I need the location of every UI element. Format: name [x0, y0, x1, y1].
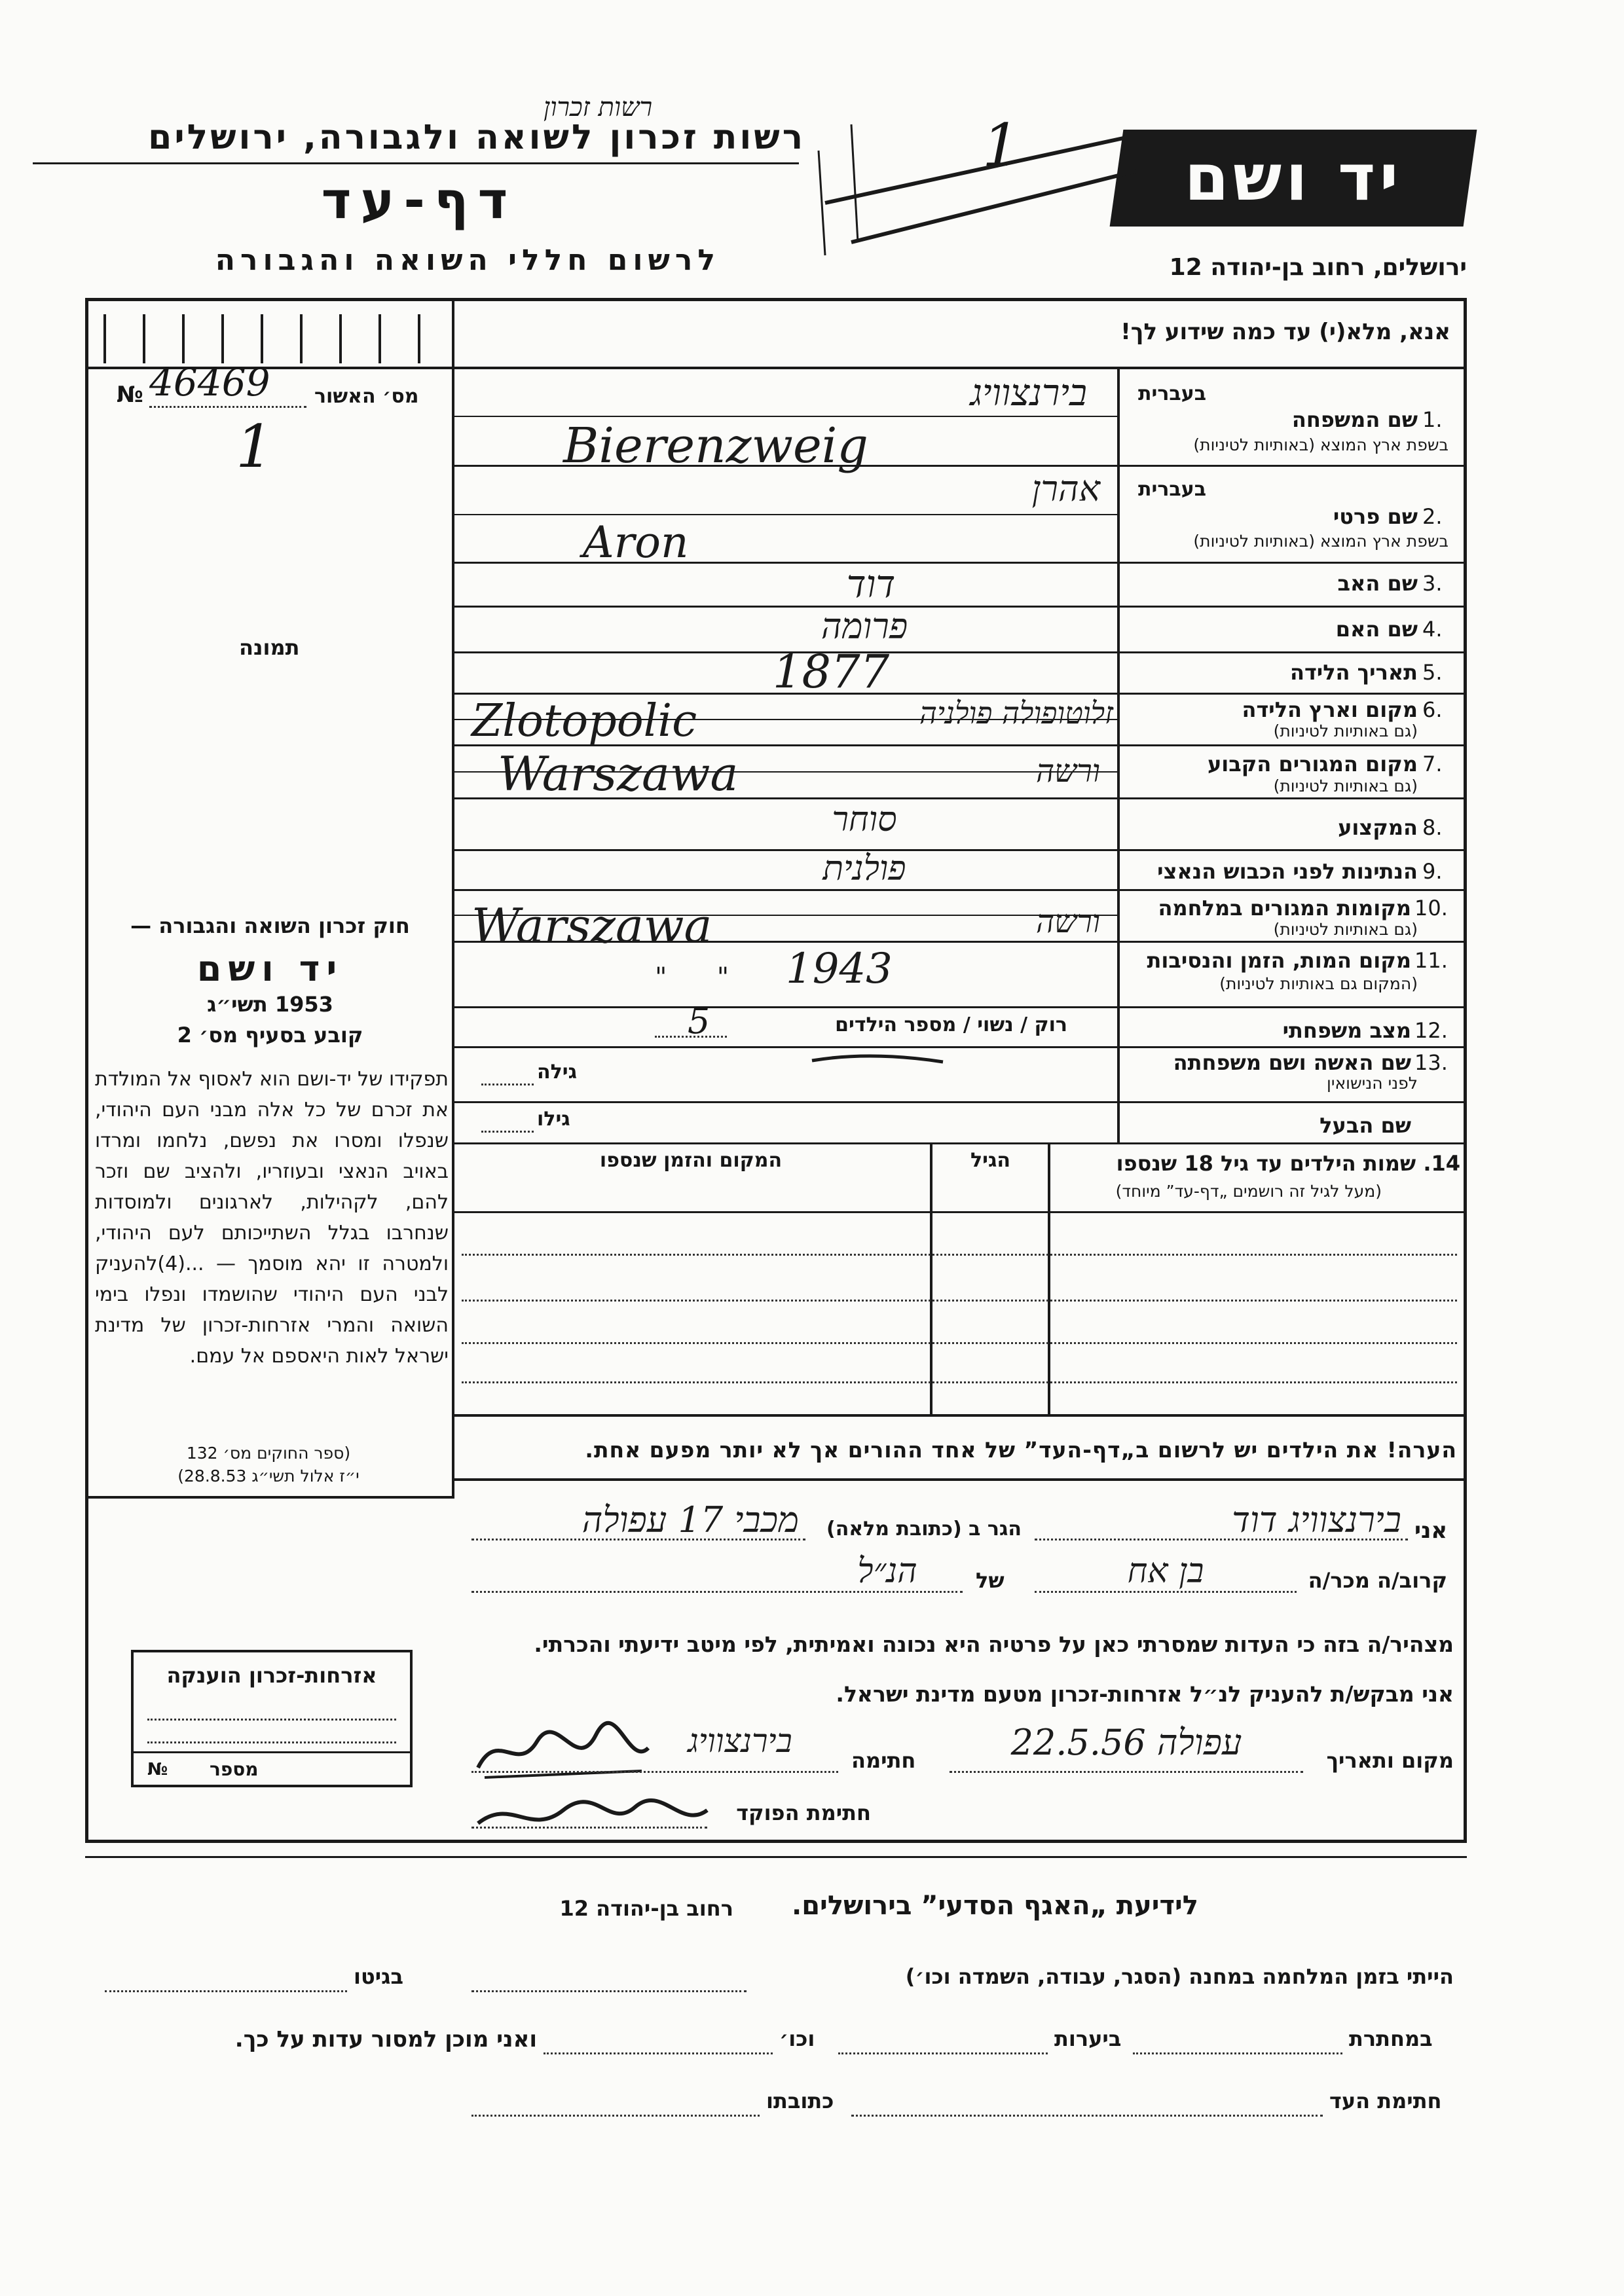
field-3-value: דוד [846, 562, 896, 606]
children-col-1 [1048, 1142, 1050, 1414]
field-7-sublabel: (גם באותיות לטיניות) [1273, 776, 1418, 795]
field-12-handwritten-stroke [805, 1048, 950, 1074]
fields-column-divider [1117, 367, 1120, 1142]
field-12-number: 12. [1414, 1018, 1448, 1043]
field-10-sublabel: (גם באותיות לטיניות) [1273, 920, 1418, 939]
field-3-label: שם האב [1337, 571, 1418, 596]
bottom-line-3-mid: כתובתו [766, 2088, 834, 2113]
field-9-value: פולנית [822, 849, 906, 888]
field-5-label: תאריך הלידה [1289, 660, 1418, 685]
field-8-label: המקצוע [1338, 815, 1418, 840]
bottom-line-2-mid: ביערות [1054, 2026, 1122, 2051]
field-11-quotes: " " [655, 962, 729, 993]
decl-signature-label: חתימה [851, 1748, 916, 1773]
registry-label: מס׳ האשור [314, 385, 419, 408]
field-10-value-latin: Warszawa [471, 898, 712, 953]
field-1-value-hebrew: בירנצוויג [970, 372, 1087, 414]
field-2-number: 2. [1422, 504, 1443, 529]
field-1-lang-latin: בשפת ארץ המוצא (באותיות לטיניות) [1193, 435, 1449, 454]
decl-gar-value: מכבי 17 עפולה [581, 1499, 799, 1540]
left-column-bottom [85, 1496, 454, 1499]
field-10-number: 10. [1414, 896, 1448, 920]
field-13-number: 13. [1414, 1050, 1448, 1075]
field-6-sublabel: (גם באותיות לטיניות) [1273, 721, 1418, 740]
decl-place-date-value: עפולה 22.5.56 [1010, 1722, 1242, 1763]
authority-handwritten-correction: רשות זכרון [544, 92, 653, 122]
law-title: חוק זכרון השואה והגבורה — [130, 913, 410, 938]
decl-gar-label: הגר ב (כתובת מלאה) [826, 1518, 1022, 1540]
registry-number: 46469 [149, 360, 270, 405]
bottom-line-2-etc: וכו׳ [779, 2026, 815, 2051]
husband-label: שם הבעל [1320, 1113, 1411, 1138]
field-2-value-hebrew: אהרן [1031, 468, 1100, 509]
field-13-age-label: גילה [537, 1061, 577, 1084]
logo-text: יד ושם [1184, 141, 1403, 215]
law-ref-1: (ספר החוקים מס׳ 132 [186, 1444, 351, 1463]
corner-mark: 1 [982, 111, 1020, 180]
address: ירושלים, רחוב בן-יהודה 12 [1169, 254, 1467, 281]
bottom-title: לידיעת „האגף הסדעי” בירושלים. [792, 1891, 1198, 1921]
photo-label: תמונה [239, 635, 300, 660]
decl-ani: אני [1414, 1518, 1448, 1544]
field-10-value: ורשה [1036, 903, 1100, 940]
registry-line [149, 406, 306, 408]
field-2-lang-latin: בשפת ארץ המוצא (באותיות לטיניות) [1193, 532, 1449, 551]
registry-subnumber: 1 [236, 412, 274, 481]
children-header-place: המקום והזמן שנספו [599, 1149, 783, 1172]
bottom-address: רחוב בן-יהודה 12 [559, 1896, 733, 1921]
decl-shel-value: הנ״ל [857, 1552, 917, 1591]
children-header-age: הגיל [970, 1149, 1010, 1172]
bottom-line-1: הייתי בזמן המלחמה במחנה (הסגר, עבודה, השמדה וכו׳) [905, 1964, 1454, 1989]
field-4-value: פרומה [821, 606, 908, 647]
field-6-number: 6. [1422, 697, 1443, 722]
authority-underline [33, 162, 799, 164]
field-4-label: שם האם [1335, 617, 1418, 642]
decl-place-date-label: מקום ותאריך [1326, 1748, 1454, 1773]
bottom-line-2-end: ואני מוכן למסור עדות על כך. [234, 2026, 537, 2052]
bottom-line-1-end: בגיטו [354, 1964, 403, 1989]
field-7-number: 7. [1422, 752, 1443, 776]
decl-shel-label: של [976, 1568, 1005, 1593]
form-subtitle: לרשום חללי השואה והגבורה [215, 244, 720, 277]
decl-relation-value: בן אח [1127, 1552, 1204, 1591]
field-6-value: זלוטופולה פולניה [919, 695, 1113, 731]
field-12-options: רוק / נשוי / מספר הילדים [835, 1013, 1067, 1036]
registry-tick-marks [98, 308, 445, 367]
children-header-names: 14. שמות הילדים עד גיל 18 שנספו [1116, 1151, 1460, 1176]
signature-scribble [471, 1715, 655, 1787]
field-1-lang-hebrew: בעברית [1138, 382, 1206, 405]
children-note: הערה! את הילדים יש לרשום ב„דף-העד” של אחד ההורים אך לא יותר מפעם אחת. [585, 1437, 1457, 1463]
field-10-label: מקומות המגורים במלחמה [1158, 896, 1411, 920]
law-year: 1953 תשי״ג [207, 992, 333, 1017]
law-body: תפקידו של יד-ושם הוא לאסוף אל המולדת את זכרם של כל אלה מבני העם היהודי, שנפלו ומסרו את נפשם, נלחמו ומרדו באויב הנאצי ובעוזריו, ולהציב שם וזכר להם, לקהילות, לארגונים ולמוסדות שנחרבו בגלל השתייכותם לעם היהודי, ולמטרה זו יהא מוסמך — ...(4)להעניק לבני העם היהודי שהושמדו ונפלו בימי השואה והמרי אזרחות-זכרון של מדינת ישראל לאות היאספם אל עמם. [95, 1068, 449, 1368]
bottom-line-2-start: במחתרת [1349, 2026, 1433, 2051]
field-11-sublabel: (המקום גם באותיות לטיניות) [1219, 974, 1418, 993]
field-11-number: 11. [1414, 948, 1448, 973]
citizenship-title: אזרחות-זכרון הוענקה [166, 1663, 377, 1688]
field-11-label: מקום המות, הזמן והנסיבות [1147, 948, 1411, 973]
field-3-number: 3. [1422, 571, 1443, 596]
field-5-value: 1877 [773, 645, 890, 699]
decl-relation-label: קרוב/ה מכר/ה [1308, 1568, 1447, 1593]
children-header-note: (מעל לגיל זה רושמים „דף-עד” מיוחד) [1115, 1182, 1382, 1201]
field-13-label: שם האשה ושם משפחתה [1173, 1050, 1411, 1075]
left-column-divider [452, 298, 454, 1496]
field-7-value-latin: Warszawa [498, 746, 739, 801]
decl-statement: מצהיר/ה בזה כי העדות שמסרתי כאן על פרטיה היא נכונה ואמיתית, לפי מיטב ידיעתי והכרתי. [534, 1631, 1454, 1657]
field-2-label: שם פרטי [1333, 504, 1418, 529]
top-row-bottom-line [85, 367, 1467, 369]
intro-text: אנא, מלא(י) עד כמה שידוע לך! [1120, 319, 1450, 345]
field-5-number: 5. [1422, 660, 1443, 685]
decl-request: אני מבקש/ת להעניק לנ״ל אזרחות-זכרון מטעם מדינת ישראל. [836, 1681, 1454, 1707]
yad-vashem-logo [1110, 130, 1477, 227]
field-11-value: 1943 [786, 945, 893, 993]
field-9-label: הנתינות לפני הכבוש הנאצי [1157, 859, 1418, 884]
officer-signature-scribble [471, 1784, 714, 1843]
field-1-number: 1. [1422, 407, 1443, 432]
husband-age-label: גילו [537, 1108, 570, 1131]
law-name: יד ושם [196, 948, 344, 989]
field-2-lang-hebrew: בעברית [1138, 478, 1206, 501]
field-1-label: שם המשפחה [1291, 407, 1418, 432]
field-13-sublabel: לפני הנישואין [1327, 1074, 1418, 1093]
registry-no-sign: № [117, 382, 143, 408]
children-col-2 [930, 1142, 932, 1414]
field-12-children-count: 5 [688, 1000, 710, 1042]
field-7-value: ורשה [1036, 753, 1100, 790]
bottom-separator [85, 1856, 1467, 1858]
field-8-value: סוחר [832, 800, 897, 839]
field-2-value-latin: Aron [583, 517, 689, 568]
decl-officer-label: חתימת הפוקד [736, 1800, 871, 1825]
field-4-number: 4. [1422, 617, 1443, 642]
field-6-label: מקום וארץ הלידה [1242, 697, 1418, 722]
citizenship-number-label: מספר [210, 1758, 259, 1780]
field-8-number: 8. [1422, 815, 1443, 840]
law-ref-2: י״ז אלול תשי״ג 28.8.53) [177, 1467, 360, 1485]
citizenship-no-sign: № [147, 1760, 168, 1779]
field-9-number: 9. [1422, 859, 1443, 884]
form-title: דף-עד [321, 172, 517, 230]
field-6-value-latin: Zlotopolic [471, 695, 697, 747]
field-12-label: מצב משפחתי [1282, 1018, 1411, 1043]
authority-title: רשות זכרון לשואה ולגבורה, ירושלים [148, 118, 805, 157]
law-section: קובע בסעיף מס׳ 2 [177, 1023, 363, 1048]
decl-ani-value: בירנצוויג דוד [1232, 1499, 1401, 1540]
field-1-value-latin: Bierenzweig [563, 418, 868, 474]
field-7-label: מקום המגורים הקבוע [1207, 752, 1418, 776]
note-bottom-line [452, 1478, 1467, 1481]
corner-slash-strokes [812, 111, 1153, 262]
decl-signature-value: בירנצוויג [688, 1722, 792, 1760]
bottom-line-3-start: חתימת העד [1329, 2088, 1442, 2113]
